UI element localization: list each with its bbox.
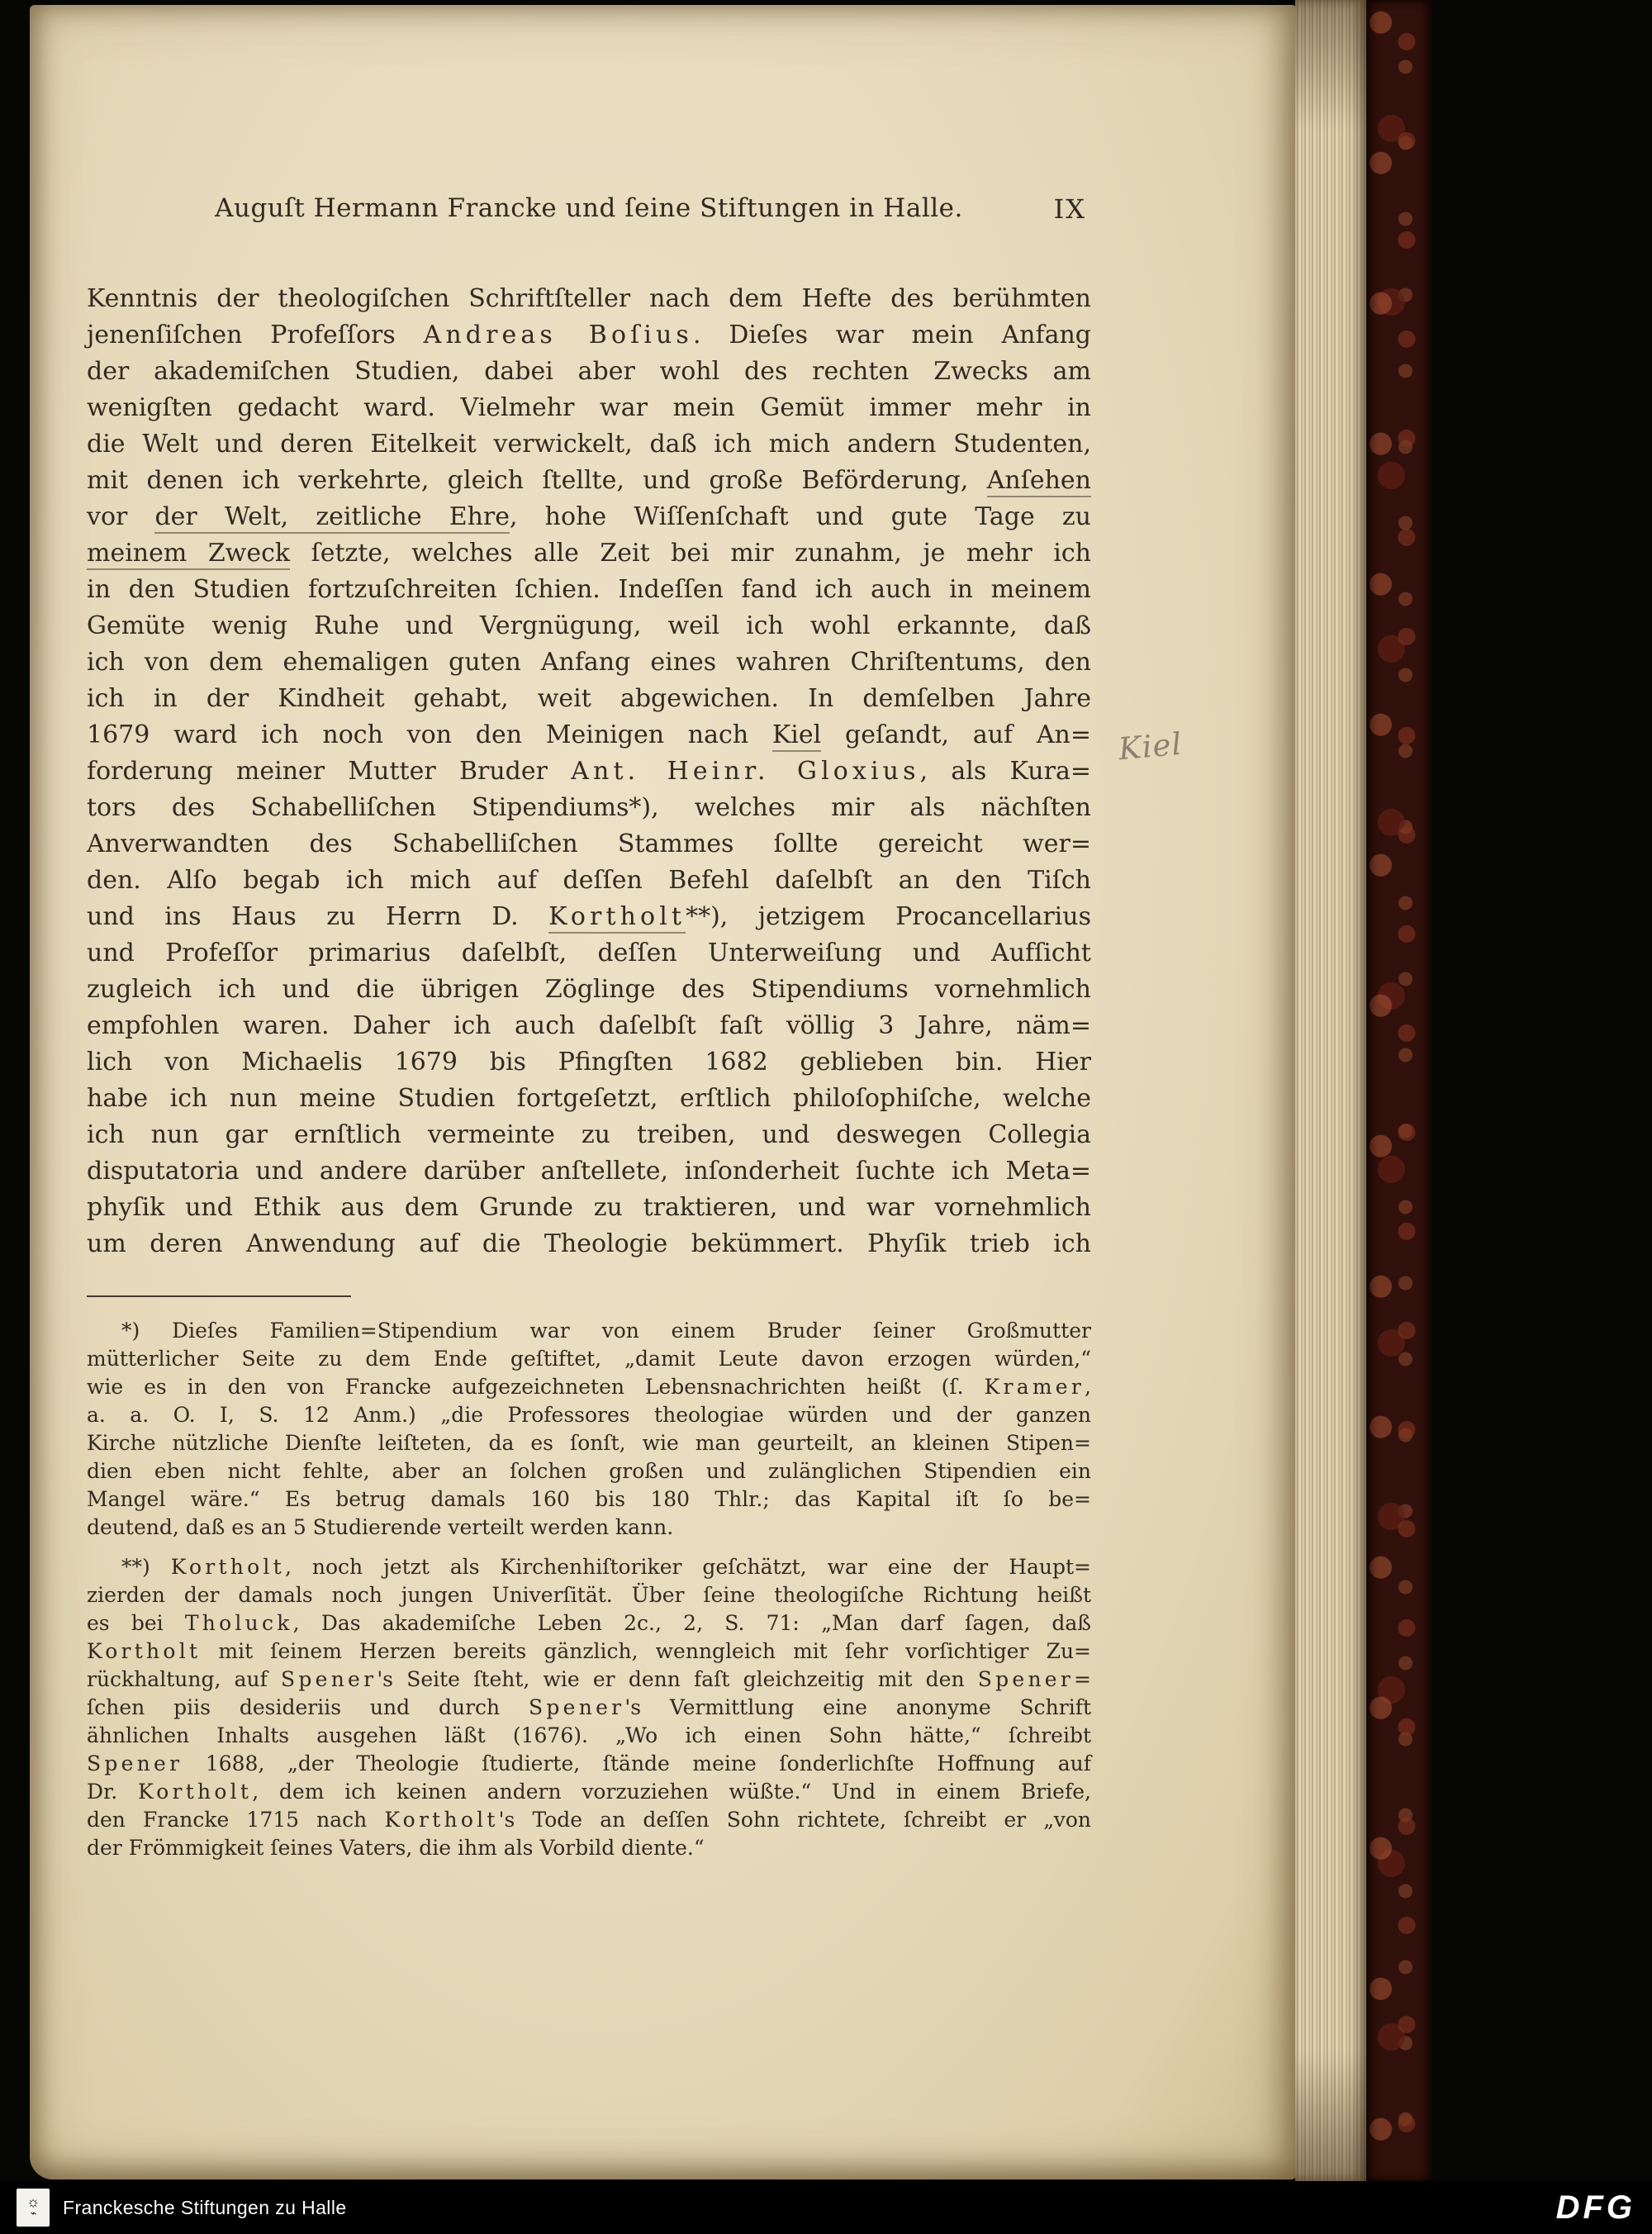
text-line: und Profeſſor primarius daſelbſt, deſſen Unterweiſung und Aufſicht (87, 939, 1091, 967)
text-line: disputatoria und andere darüber anſtellete, inſonderheit ſuchte ich Meta= (87, 1157, 1091, 1186)
text-line: vor der Welt, zeitliche Ehre, hohe Wiſſenſchaft und gute Tage zu (87, 499, 1091, 535)
text-line: dien eben nicht fehlte, aber an ſolchen großen und zulänglichen Stipendien ein (87, 1459, 1091, 1483)
book-page (30, 5, 1295, 2179)
text-line: ich von dem ehemaligen guten Anfang eines wahren Chriſtentums, den (87, 648, 1091, 677)
text-line: phyſik und Ethik aus dem Grunde zu traktieren, und war vornehmlich (87, 1193, 1091, 1222)
text-line: tors des Schabelliſchen Stipendiums*), welches mir als nächſten (87, 793, 1091, 822)
text-line: wenigſten gedacht ward. Vielmehr war mein Gemüt immer mehr in (87, 393, 1091, 422)
text-line: zierden der damals noch jungen Univerſität. Über ſeine theologiſche Richtung heißt (87, 1583, 1091, 1607)
margin-note-handwritten: Kiel (1117, 725, 1184, 768)
page-stack-edge (1295, 0, 1366, 2181)
text-line: die Welt und deren Eitelkeit verwickelt, daß ich mich andern Studenten, (87, 430, 1091, 459)
text-line: zugleich ich und die übrigen Zöglinge des Stipendiums vornehmlich (87, 975, 1091, 1004)
text-line: der akademiſchen Studien, dabei aber wohl des rechten Zwecks am (87, 357, 1091, 386)
franckesche-stiftungen-logo-icon (17, 2189, 50, 2227)
footnote-1 (87, 1317, 1091, 1542)
sun-glyph: ☼ (26, 2194, 40, 2210)
text-line: ähnlichen Inhalts ausgehen läßt (1676). „Wo ich einen Sohn hätte,“ ſchreibt (87, 1723, 1091, 1747)
text-line: mit denen ich verkehrte, gleich ſtellte, und große Beförderung, Anſehen (87, 463, 1091, 499)
text-line: ich nun gar ernſtlich vermeinte zu treiben, und deswegen Collegia (87, 1120, 1091, 1149)
text-line: und ins Haus zu Herrn D. Kortholt**), jetzigem Procancellarius (87, 899, 1091, 935)
book-cover-marbled (1366, 0, 1432, 2181)
text-line: Dr. Kortholt, dem ich keinen andern vorzuziehen wüßte.“ Und in einem Briefe, (87, 1780, 1091, 1804)
text-line: rückhaltung, auf Spener's Seite ſteht, wie er denn faſt gleichzeitig mit den Spener= (87, 1667, 1091, 1691)
archive-identity (17, 2189, 347, 2227)
text-line: lich von Michaelis 1679 bis Pfingſten 1682 geblieben bin. Hier (87, 1048, 1091, 1077)
text-line: Mangel wäre.“ Es betrug damals 160 bis 180 Thlr.; das Kapital iſt ſo be= (87, 1487, 1091, 1511)
footnote-2 (87, 1553, 1091, 1862)
text-line: es bei Tholuck, Das akademiſche Leben 2c., 2, S. 71: „Man darf ſagen, daß (87, 1611, 1091, 1635)
text-line: wie es in den von Francke aufgezeichneten Lebensnachrichten heißt (ſ. Kramer, (87, 1375, 1091, 1399)
footnote-separator-rule (87, 1295, 351, 1297)
text-line: Spener 1688, „der Theologie ſtudierte, ſtände meine ſonderlichſte Hoffnung auf (87, 1752, 1091, 1775)
text-line: Kirche nützliche Dienſte leiſteten, da es ſonſt, wie man geurteilt, an kleinen Stipen= (87, 1431, 1091, 1455)
archive-label: Franckesche Stiftungen zu Halle (63, 2196, 347, 2218)
text-line: deutend, daß es an 5 Studierende verteilt werden kann. (87, 1515, 674, 1539)
text-line: meinem Zweck ſetzte, welches alle Zeit bei mir zunahm, je mehr ich (87, 535, 1091, 572)
page-number: IX (1053, 193, 1086, 225)
archive-footer-bar (0, 2181, 1652, 2234)
dfg-logo: DFG (1555, 2189, 1635, 2226)
text-line: mütterlicher Seite zu dem Ende geſtiftet, „damit Leute davon erzogen würden,“ (87, 1347, 1091, 1371)
text-line: Gemüte wenig Ruhe und Vergnügung, weil ich wohl erkannte, daß (87, 611, 1091, 640)
text-line: den. Alſo begab ich mich auf deſſen Befehl daſelbſt an den Tiſch (87, 866, 1091, 895)
text-line: 1679 ward ich noch von den Meinigen nach Kiel geſandt, auf An= (87, 717, 1091, 753)
running-head (87, 193, 1091, 223)
text-line: ſchen piis desideriis und durch Spener's Vermittlung eine anonyme Schrift (87, 1695, 1091, 1719)
text-line: a. a. O. I, S. 12 Anm.) „die Professores theologiae würden und der ganzen (87, 1403, 1091, 1427)
body-text (87, 281, 1091, 1262)
text-line: Kenntnis der theologiſchen Schriftſteller nach dem Hefte des berühmten (87, 284, 1091, 313)
text-line: **) Kortholt, noch jetzt als Kirchenhiſtoriker geſchätzt, war eine der Haupt= (121, 1555, 1092, 1579)
text-line: forderung meiner Mutter Bruder Ant. Heinr. Gloxius, als Kura= (87, 757, 1091, 786)
text-line: ich in der Kindheit gehabt, weit abgewichen. In demſelben Jahre (87, 684, 1091, 713)
text-line: in den Studien fortzuſchreiten ſchien. Indeſſen fand ich auch in meinem (87, 575, 1091, 604)
text-line: Kortholt mit ſeinem Herzen bereits gänzlich, wenngleich mit ſehr vorſichtiger Zu= (87, 1639, 1091, 1663)
text-line: den Francke 1715 nach Kortholt's Tode an deſſen Sohn richtete, ſchreibt er „von (87, 1808, 1091, 1832)
text-line: empfohlen waren. Daher ich auch daſelbſt faſt völlig 3 Jahre, näm= (87, 1011, 1091, 1040)
eagle-glyph: ⌁ (30, 2207, 36, 2219)
text-line: *) Dieſes Familien=Stipendium war von einem Bruder ſeiner Großmutter (121, 1319, 1091, 1343)
running-title: Auguſt Hermann Francke und ſeine Stiftungen in Halle. (215, 193, 963, 223)
text-line: um deren Anwendung auf die Theologie bekümmert. Phyſik trieb ich (87, 1229, 1091, 1258)
text-line: der Frömmigkeit ſeines Vaters, die ihm als Vorbild diente.“ (87, 1836, 705, 1860)
text-line: Anverwandten des Schabelliſchen Stammes ſollte gereicht wer= (87, 829, 1091, 858)
text-line: jenenſiſchen Profeſſors Andreas Boſius. Dieſes war mein Anfang (87, 321, 1092, 349)
text-line: habe ich nun meine Studien fortgeſetzt, erſtlich philoſophiſche, welche (87, 1084, 1091, 1113)
